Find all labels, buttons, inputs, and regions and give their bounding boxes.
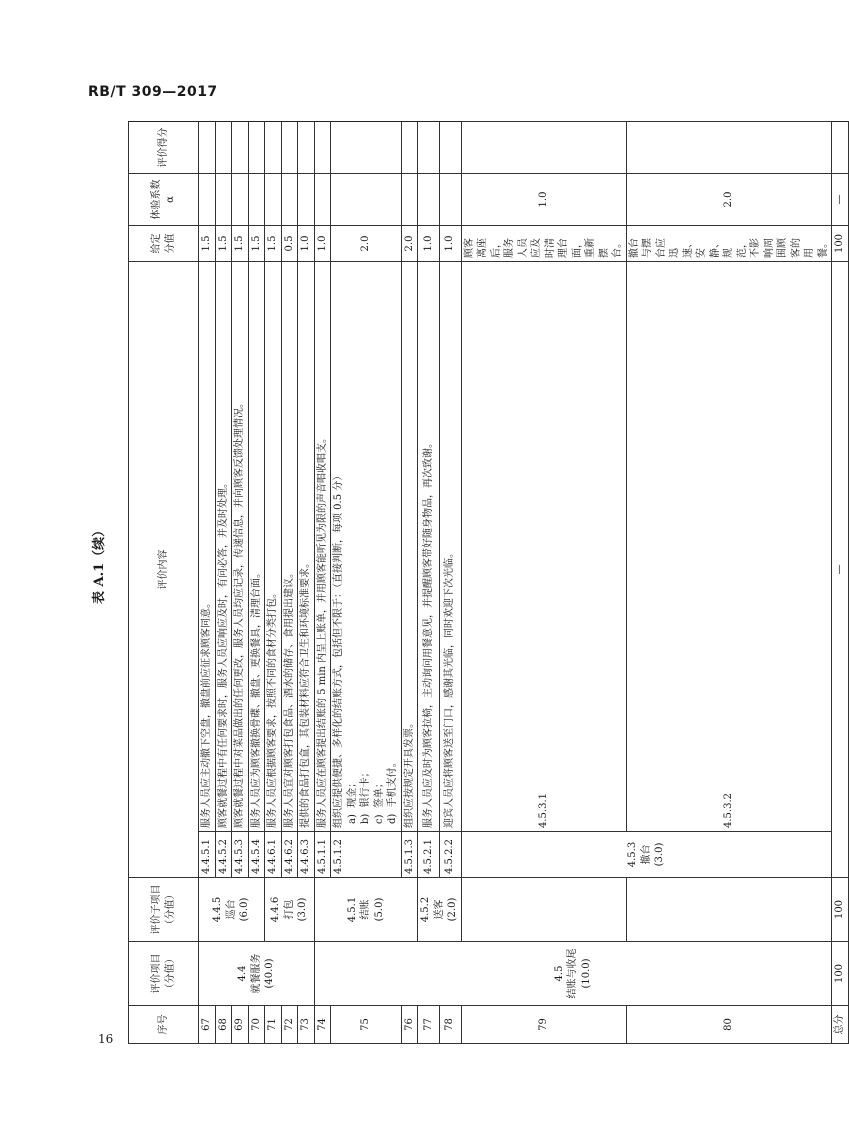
row-score: 1.0 — [314, 226, 331, 262]
row-coef — [298, 174, 315, 226]
total-item: 100 — [832, 942, 849, 1006]
row-result — [215, 122, 232, 174]
row-no: 67 — [199, 1006, 216, 1044]
row-no: 74 — [314, 1006, 331, 1044]
row-score: 1.5 — [199, 226, 216, 262]
payment-option — [359, 265, 373, 828]
row-code: 4.4.6.1 — [265, 832, 282, 878]
row-result — [265, 122, 282, 174]
subitem-score: (3.0) — [654, 842, 665, 867]
row-no: 80 — [626, 1006, 832, 1044]
row-score: 2.0 — [626, 174, 832, 226]
payment-option — [346, 265, 360, 828]
row-score: 1.5 — [232, 226, 249, 262]
payment-option — [386, 265, 400, 828]
col-header-subitem: 评价子项目（分值） — [129, 878, 199, 942]
row-no: 75 — [331, 1006, 402, 1044]
row-coef — [418, 174, 440, 226]
row-coef — [281, 174, 298, 226]
table-row — [265, 122, 282, 1044]
col-header-result: 评价得分 — [129, 122, 199, 174]
row-no: 73 — [298, 1006, 315, 1044]
row-score: 1.5 — [248, 226, 265, 262]
row-code: 4.4.6.2 — [281, 832, 298, 878]
row-score: 0.5 — [281, 226, 298, 262]
row-coef — [331, 174, 402, 226]
option-mark: d) — [387, 813, 398, 824]
row-coef — [265, 174, 282, 226]
row-code: 4.5.2.2 — [439, 832, 461, 878]
item-title: 就餐服务 — [250, 953, 262, 994]
row-score: 2.0 — [401, 226, 418, 262]
item-code: 4.4 — [237, 965, 248, 982]
row-coef — [248, 174, 265, 226]
row-no: 70 — [248, 1006, 265, 1044]
subitem-4-4-6-cell — [265, 878, 315, 942]
row-result — [232, 122, 249, 174]
standard-code: RB/T 309—2017 — [88, 84, 218, 100]
table-row — [199, 122, 216, 1044]
option-text: 签单； — [373, 778, 385, 809]
row-result — [281, 122, 298, 174]
table-row — [461, 122, 626, 1044]
payment-option — [373, 265, 387, 828]
row-result — [314, 122, 331, 174]
row-content: 顾客离座后，服务人员应及时清理台面，重新摆台。 — [461, 226, 626, 262]
subitem-score: (3.0) — [297, 897, 308, 922]
row-content: 服务人员应为顾客撤换骨碟、撤盘、更换餐具，清理台面。 — [248, 262, 265, 832]
row-result — [248, 122, 265, 174]
row-result — [418, 122, 440, 174]
subitem-code: 4.4.5 — [212, 896, 224, 923]
row-coef — [401, 174, 418, 226]
subitem-title: 巡台 — [225, 899, 237, 920]
row-score: 2.0 — [331, 226, 402, 262]
row-score: 1.0 — [461, 174, 626, 226]
row-coef — [232, 174, 249, 226]
evaluation-table — [128, 121, 849, 1044]
row-code: 4.4.6.3 — [298, 832, 315, 878]
subitem-title: 撤台 — [640, 844, 652, 865]
row-score: 1.0 — [439, 226, 461, 262]
item-4-4-cell — [199, 942, 315, 1006]
subitem-4-4-5-cell — [199, 878, 265, 942]
subitem-score: (2.0) — [447, 897, 458, 922]
row-content: 顾客就餐过程中对菜品做出的任何更改，服务人员均应记录，传递信息，并向顾客反馈处理情况。 — [232, 262, 249, 832]
row-no: 72 — [281, 1006, 298, 1044]
row-coef — [439, 174, 461, 226]
col-header-item: 评价项目（分值） — [129, 942, 199, 1006]
row-no: 69 — [232, 1006, 249, 1044]
row-result — [331, 122, 402, 174]
row-coef — [626, 122, 832, 174]
option-text: 银行卡； — [360, 767, 371, 808]
row-content: 撤台与摆台应迅速、安静、规范，不影响周围顾客的用餐。 — [626, 226, 832, 262]
row-content: 组织应按规定开具发票。 — [401, 262, 418, 832]
row-content: 服务人员应根据顾客要求，按照不同的食材分类打包。 — [265, 262, 282, 832]
total-sub: 100 — [832, 878, 849, 942]
row-code: 4.5.1.1 — [314, 832, 331, 878]
col-header-content: 评价内容 — [129, 262, 199, 878]
row-result — [298, 122, 315, 174]
row-coef — [314, 174, 331, 226]
subitem-title: 打包 — [283, 899, 295, 920]
row-coef — [215, 174, 232, 226]
subitem-4-5-2-cell — [418, 878, 462, 942]
row-no: 76 — [401, 1006, 418, 1044]
row-content: 服务人员应在顾客提出结账的 5 min 内呈上账单，并用顾客能听见为限的声音唱收唱支。 — [314, 262, 331, 832]
table-row — [626, 122, 832, 1044]
subitem-4-5-3-cell — [461, 832, 832, 878]
row-code: 4.5.3.1 — [461, 262, 626, 832]
row-content-text: 组织应提供便捷、多样化的结账方式，包括但不限于：（直接判断，每项 0.5 分） — [333, 470, 344, 828]
row-no: 79 — [461, 1006, 626, 1044]
option-text: 手机支付。 — [387, 757, 398, 808]
caption-text: 表 A.1（续） — [92, 523, 107, 604]
row-score: 1.5 — [215, 226, 232, 262]
item-empty-cell — [461, 878, 626, 942]
subitem-code: 4.5.1 — [346, 896, 358, 923]
total-label: 总分 — [832, 1006, 849, 1044]
row-no: 68 — [215, 1006, 232, 1044]
subitem-code: 4.5.3 — [627, 841, 638, 868]
total-score: 100 — [832, 226, 849, 262]
row-code: 4.4.5.4 — [248, 832, 265, 878]
row-no: 71 — [265, 1006, 282, 1044]
option-text: 现金； — [346, 777, 358, 808]
total-content: — — [832, 262, 849, 878]
option-mark: c) — [373, 814, 385, 824]
total-result — [832, 122, 849, 174]
row-code: 4.4.5.2 — [215, 832, 232, 878]
row-code: 4.5.1.3 — [401, 832, 418, 878]
subitem-code: 4.5.2 — [420, 896, 431, 923]
subitem-score: (5.0) — [373, 897, 385, 922]
item-code: 4.5 — [553, 965, 565, 982]
row-content: 提供的食品打包盒，其包装材料应符合卫生和环境标准要求。 — [298, 262, 315, 832]
subitem-title: 送客 — [433, 899, 445, 920]
row-coef — [199, 174, 216, 226]
subitem-code: 4.4.6 — [270, 896, 281, 923]
table-row — [418, 122, 440, 1044]
item-empty-cell — [626, 878, 832, 942]
row-no: 78 — [439, 1006, 461, 1044]
item-score: (10.0) — [580, 958, 592, 989]
table-row — [314, 122, 331, 1044]
row-score: 1.0 — [298, 226, 315, 262]
total-row — [832, 122, 849, 1044]
row-code: 4.5.3.2 — [626, 262, 832, 832]
row-no: 77 — [418, 1006, 440, 1044]
row-coef — [461, 122, 626, 174]
row-result — [401, 122, 418, 174]
rotated-table-wrapper — [128, 122, 845, 1044]
row-content: 顾客就餐过程中有任何要求时，服务人员应响应及时，有问必答，并及时处理。 — [215, 262, 232, 832]
row-content — [331, 262, 402, 832]
option-mark: a) — [346, 814, 358, 824]
table-header-row — [129, 122, 199, 1044]
item-title: 结账与收尾 — [567, 948, 578, 999]
total-coef: — — [832, 174, 849, 226]
row-content: 服务人员宜对顾客打包食品、酒水的储存、食用提出建议。 — [281, 262, 298, 832]
row-code: 4.5.2.1 — [418, 832, 440, 878]
row-result — [439, 122, 461, 174]
subitem-score: (6.0) — [239, 897, 251, 922]
row-code: 4.4.5.3 — [232, 832, 249, 878]
item-4-5-cell — [314, 942, 832, 1006]
item-score: (40.0) — [264, 958, 275, 989]
col-header-coef: 体验系数 α — [129, 174, 199, 226]
row-content: 服务人员应及时为顾客拉椅，主动询问用餐意见，并提醒顾客带好随身物品，再次致谢。 — [418, 262, 440, 832]
row-code: 4.4.5.1 — [199, 832, 216, 878]
row-score: 1.0 — [418, 226, 440, 262]
subitem-title: 结账 — [360, 899, 371, 920]
row-score: 1.5 — [265, 226, 282, 262]
row-content: 服务人员应主动撤下空盘，撤盘前应征求顾客同意。 — [199, 262, 216, 832]
page-number: 16 — [98, 1032, 114, 1046]
row-result — [199, 122, 216, 174]
col-header-no: 序号 — [129, 1006, 199, 1044]
option-mark: b) — [360, 813, 371, 824]
subitem-4-5-1-cell — [314, 878, 418, 942]
col-header-score: 给定分值 — [129, 226, 199, 262]
row-content: 迎宾人员应将顾客送至门口，感谢其光临，同时欢迎下次光临。 — [439, 262, 461, 832]
row-code: 4.5.1.2 — [331, 832, 402, 878]
